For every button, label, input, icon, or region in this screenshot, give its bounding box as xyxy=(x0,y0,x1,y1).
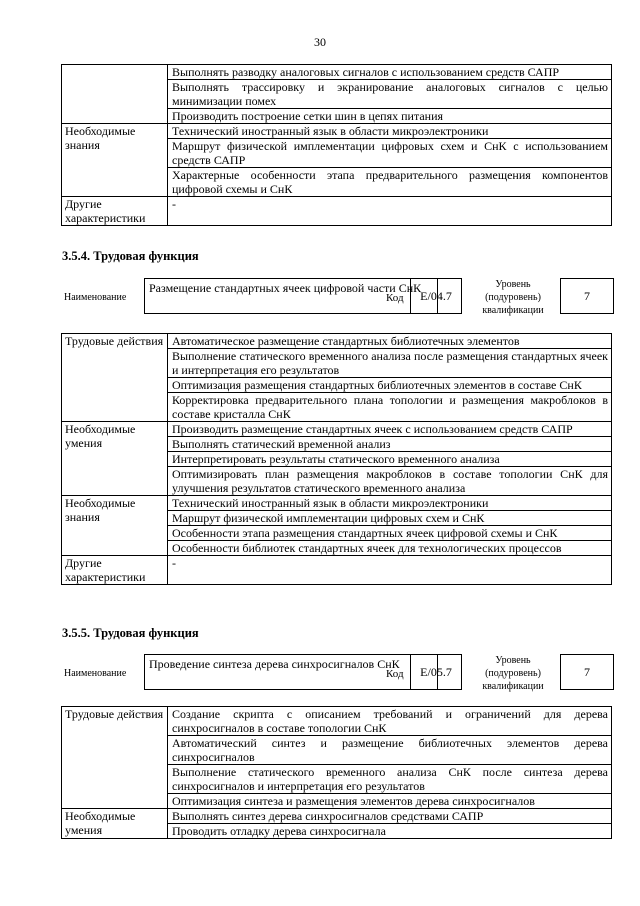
list-item: Технический иностранный язык в области микроэлектроники xyxy=(168,124,612,139)
category-cell xyxy=(62,65,168,124)
list-item: Выполнение статического временного анализа после размещения стандартных ячеек и интерпретация его результатов xyxy=(168,349,612,378)
category-cell: Трудовые действия xyxy=(62,707,168,809)
list-item: Технический иностранный язык в области микроэлектроники xyxy=(168,496,612,511)
list-item: Корректировка предварительного плана топологии и размещения макроблоков в составе кристалла СнК xyxy=(168,393,612,422)
category-cell: Необходимые умения xyxy=(62,809,168,839)
list-item: Выполнять статический временной анализ xyxy=(168,437,612,452)
category-cell: Необходимые умения xyxy=(62,422,168,496)
level-label: Уровень (подуровень) квалификации xyxy=(482,279,544,316)
code-label: Код xyxy=(386,668,404,680)
function-table-3-5-5 xyxy=(61,706,612,839)
table-row xyxy=(62,556,612,585)
name-label: Наименование xyxy=(64,668,127,679)
table-row xyxy=(62,809,612,824)
table-row xyxy=(62,334,612,349)
list-item: Выполнение статического временного анализа СнК после синтеза дерева синхросигналов и интерпретация его результатов xyxy=(168,765,612,794)
table-row xyxy=(62,496,612,511)
name-value: Размещение стандартных ячеек цифровой части СнК xyxy=(144,278,438,314)
list-item: Выполнять синтез дерева синхросигналов средствами САПР xyxy=(168,809,612,824)
table-row xyxy=(62,197,612,226)
category-cell: Другие характеристики xyxy=(62,556,168,585)
name-value: Проведение синтеза дерева синхросигналов СнК xyxy=(144,654,438,690)
name-label: Наименование xyxy=(64,292,127,303)
code-label: Код xyxy=(386,292,404,304)
code-value: E/05.7 xyxy=(410,654,462,690)
table-row xyxy=(62,124,612,139)
level-value: 7 xyxy=(560,654,614,690)
function-table-3-5-4 xyxy=(61,333,612,585)
list-item: Особенности этапа размещения стандартных ячеек цифровой схемы и СнК xyxy=(168,526,612,541)
code-value: E/04.7 xyxy=(410,278,462,314)
top-table xyxy=(61,64,612,226)
list-item: Автоматическое размещение стандартных библиотечных элементов xyxy=(168,334,612,349)
list-item: Маршрут физической имплементации цифровых схем и СнК с использованием средств САПР xyxy=(168,139,612,168)
list-item: Создание скрипта с описанием требований и ограничений для дерева синхросигналов в составе топологии СнК xyxy=(168,707,612,736)
list-item: Оптимизировать план размещения макроблоков в составе топологии СнК для улучшения результатов статического временного анализа xyxy=(168,467,612,496)
table-row xyxy=(62,65,612,80)
category-cell: Другие характеристики xyxy=(62,197,168,226)
list-item: Проводить отладку дерева синхросигнала xyxy=(168,824,612,839)
list-item: - xyxy=(168,197,612,226)
list-item: Маршрут физической имплементации цифровых схем и СнК xyxy=(168,511,612,526)
list-item: Выполнять трассировку и экранирование аналоговых сигналов с целью минимизации помех xyxy=(168,80,612,109)
list-item: - xyxy=(168,556,612,585)
category-cell: Трудовые действия xyxy=(62,334,168,422)
level-value: 7 xyxy=(560,278,614,314)
table-row xyxy=(62,422,612,437)
list-item: Автоматический синтез и размещение библиотечных элементов дерева синхросигналов xyxy=(168,736,612,765)
function-header xyxy=(62,654,614,696)
category-cell: Необходимые знания xyxy=(62,496,168,556)
level-label: Уровень (подуровень) квалификации xyxy=(482,655,544,692)
list-item: Производить размещение стандартных ячеек с использованием средств САПР xyxy=(168,422,612,437)
list-item: Особенности библиотек стандартных ячеек для технологических процессов xyxy=(168,541,612,556)
page-number: 30 xyxy=(314,35,326,49)
list-item: Выполнять разводку аналоговых сигналов с использованием средств САПР xyxy=(168,65,612,80)
function-header xyxy=(62,278,614,320)
section-heading: 3.5.5. Трудовая функция xyxy=(62,626,199,640)
list-item: Характерные особенности этапа предварительного размещения компонентов цифровой схемы и СнК xyxy=(168,168,612,197)
list-item: Оптимизация синтеза и размещения элементов дерева синхросигналов xyxy=(168,794,612,809)
list-item: Интерпретировать результаты статического временного анализа xyxy=(168,452,612,467)
list-item: Оптимизация размещения стандартных библиотечных элементов в составе СнК xyxy=(168,378,612,393)
section-heading: 3.5.4. Трудовая функция xyxy=(62,249,199,263)
list-item: Производить построение сетки шин в цепях питания xyxy=(168,109,612,124)
category-cell: Необходимые знания xyxy=(62,124,168,197)
table-row xyxy=(62,707,612,736)
